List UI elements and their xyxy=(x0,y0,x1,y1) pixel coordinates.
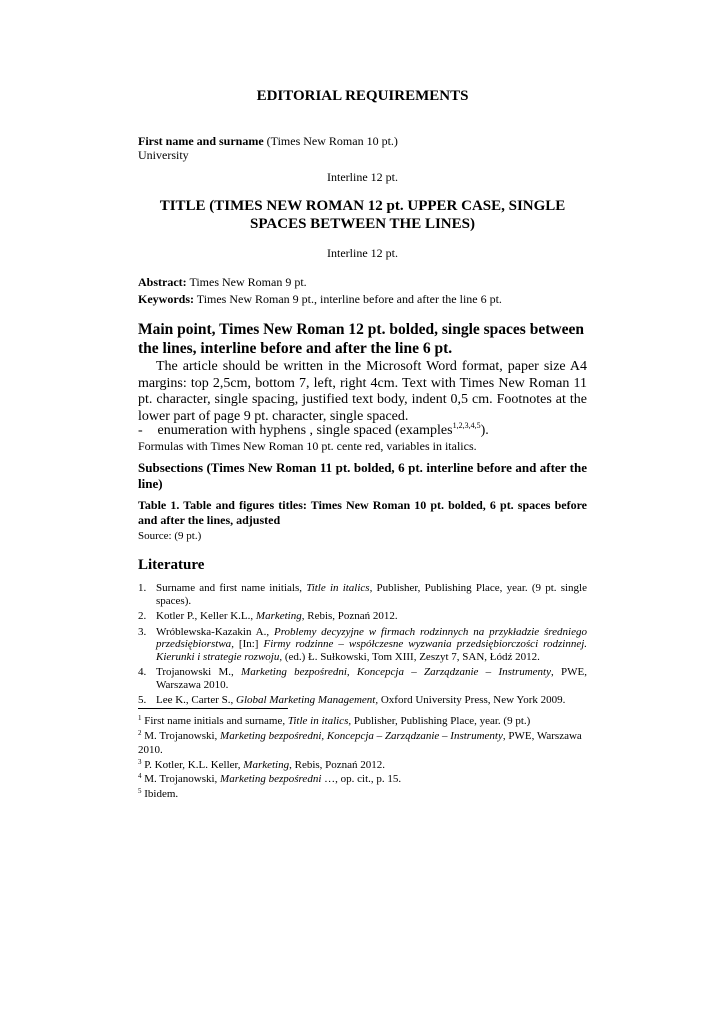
literature-item xyxy=(138,610,587,623)
footnote xyxy=(138,729,587,758)
article-title xyxy=(138,197,587,233)
literature-item-text: Publisher, Publishing Place, year. (9 pt. single spaces). xyxy=(156,582,587,607)
keywords-line xyxy=(138,292,502,306)
author-line xyxy=(138,134,398,148)
footnote-text: M. Trojanowski, xyxy=(141,773,221,785)
literature-item-italic: Marketing bezpośredni, Koncepcja – Zarządzanie – Instrumenty xyxy=(241,666,551,678)
footnote-text: …, op. cit., p. 15. xyxy=(321,773,402,785)
abstract-label: Abstract: xyxy=(138,275,187,289)
footnote-italic: Marketing bezpośredni, Koncepcja – Zarządzanie – Instrumenty xyxy=(220,729,503,742)
abstract-line xyxy=(138,275,307,289)
enum-superscript: 1,2,3,4,5 xyxy=(452,421,481,430)
interline-note-first: Interline 12 pt. xyxy=(327,170,398,184)
literature-item-text: Wróblewska-Kazakin A., xyxy=(156,625,274,638)
literature-item-italic: Global Marketing Management, xyxy=(236,694,379,706)
literature-item-text: , Rebis, Poznań 2012. xyxy=(301,610,398,622)
author-label: First name and surname xyxy=(138,134,264,148)
footnote-text: Ibidem. xyxy=(141,787,179,800)
literature-item-text: Surname and first name initials, xyxy=(156,582,307,594)
literature-item-italic: Marketing xyxy=(255,610,302,622)
footnote-italic: Marketing xyxy=(243,758,290,771)
literature-item xyxy=(138,626,587,664)
enum-text: enumeration with hyphens , single spaced (examples xyxy=(154,423,453,438)
subsection-heading: Subsections (Times New Roman 11 pt. bolded, 6 pt. interline before and after the line) xyxy=(138,460,587,491)
footnote-text: Publisher, Publishing Place, year. (9 pt.) xyxy=(351,715,531,727)
literature-item xyxy=(138,666,587,691)
footnote xyxy=(138,758,587,773)
footnote-italic: Marketing bezpośredni xyxy=(220,773,322,785)
footnote-text: M. Trojanowski, xyxy=(141,729,221,742)
literature-item-number: 5. xyxy=(138,694,147,706)
main-point-body: The article should be written in the Microsoft Word format, paper size A4 margins: top 2,5cm, bottom 7, left, right 4cm. Text with Times New Roman 11 pt. character, single spacing, justified text body, indent 0,5 cm. Footnotes at the lower part of page 9 pt. character, single spaced. xyxy=(138,359,587,424)
literature-item-text: , PWE, Warszawa 2010. xyxy=(156,666,587,691)
footnote-number: 5 xyxy=(138,786,142,795)
literature-item-text: Kotler P., Keller K.L., xyxy=(156,610,256,622)
table-source: Source: (9 pt.) xyxy=(138,530,202,542)
enumeration-line xyxy=(138,423,587,439)
enum-dash: - xyxy=(138,423,143,438)
footnote-number: 1 xyxy=(138,714,142,722)
university-line: University xyxy=(138,148,189,162)
footnotes xyxy=(138,714,587,801)
formula-note: Formulas with Times New Roman 10 pt. cente red, variables in italics. xyxy=(138,439,477,453)
keywords-text: Times New Roman 9 pt., interline before and after the line 6 pt. xyxy=(194,292,502,306)
literature-item-number: 4. xyxy=(138,666,147,678)
literature-item-text: Trojanowski M., xyxy=(156,666,242,678)
keywords-label: Keywords: xyxy=(138,292,194,306)
footnote-text: , Rebis, Poznań 2012. xyxy=(289,758,386,771)
enum-end: ). xyxy=(480,423,489,438)
abstract-text: Times New Roman 9 pt. xyxy=(186,275,307,289)
literature-item-italic: Title in italics, xyxy=(306,582,373,594)
author-note: (Times New Roman 10 pt.) xyxy=(263,134,398,148)
literature-item-text: Lee K., Carter S., xyxy=(156,694,237,706)
literature-item-text: , (ed.) Ł. Sułkowski, Tom XIII, Zeszyt 7, SAN, Łódź 2012. xyxy=(279,650,540,663)
literature-item-italic: Problemy decyzyjne w firmach rodzinnych na przykładzie średniego przedsiębiorstwa xyxy=(156,625,587,650)
footnote-number: 4 xyxy=(138,772,142,780)
footnote-text: First name initials and surname, xyxy=(141,715,288,727)
footnote-number: 3 xyxy=(138,757,142,766)
literature-heading: Literature xyxy=(138,557,205,573)
literature-list xyxy=(138,582,587,710)
literature-item-italic: Firmy rodzinne – współczesne wyzwania przedsiębiorczości rodzinnej. Kierunki i strategie rozwoju xyxy=(156,638,588,663)
literature-item-text: , [In:] xyxy=(231,638,264,650)
article-title-line-2: SPACES BETWEEN THE LINES) xyxy=(250,216,475,232)
literature-item xyxy=(138,582,587,607)
footnote-separator xyxy=(138,708,288,709)
literature-item-text: Oxford University Press, New York 2009. xyxy=(378,694,566,706)
table-title: Table 1. Table and figures titles: Times New Roman 10 pt. bolded, 6 pt. spaces before and after the lines, adjusted xyxy=(138,498,587,527)
footnote xyxy=(138,714,587,729)
footnote-number: 2 xyxy=(138,728,142,737)
article-title-line-1: TITLE (TIMES NEW ROMAN 12 pt. UPPER CASE, SINGLE xyxy=(159,198,566,214)
interline-note-second: Interline 12 pt. xyxy=(327,246,398,260)
literature-item-number: 2. xyxy=(138,610,147,622)
literature-item-number: 3. xyxy=(138,625,147,638)
footnote-text: P. Kotler, K.L. Keller, xyxy=(141,758,244,771)
footnote-italic: Title in italics, xyxy=(287,715,352,727)
footnote-text: , PWE, Warszawa 2010. xyxy=(138,729,582,756)
footnote xyxy=(138,772,587,787)
literature-item-number: 1. xyxy=(138,582,147,594)
footnote xyxy=(138,787,587,802)
editorial-title: EDITORIAL REQUIREMENTS xyxy=(256,88,469,104)
literature-item xyxy=(138,694,587,707)
main-point-heading: Main point, Times New Roman 12 pt. bolded, single spaces between the lines, interline before and after the line 6 pt. xyxy=(138,321,584,357)
